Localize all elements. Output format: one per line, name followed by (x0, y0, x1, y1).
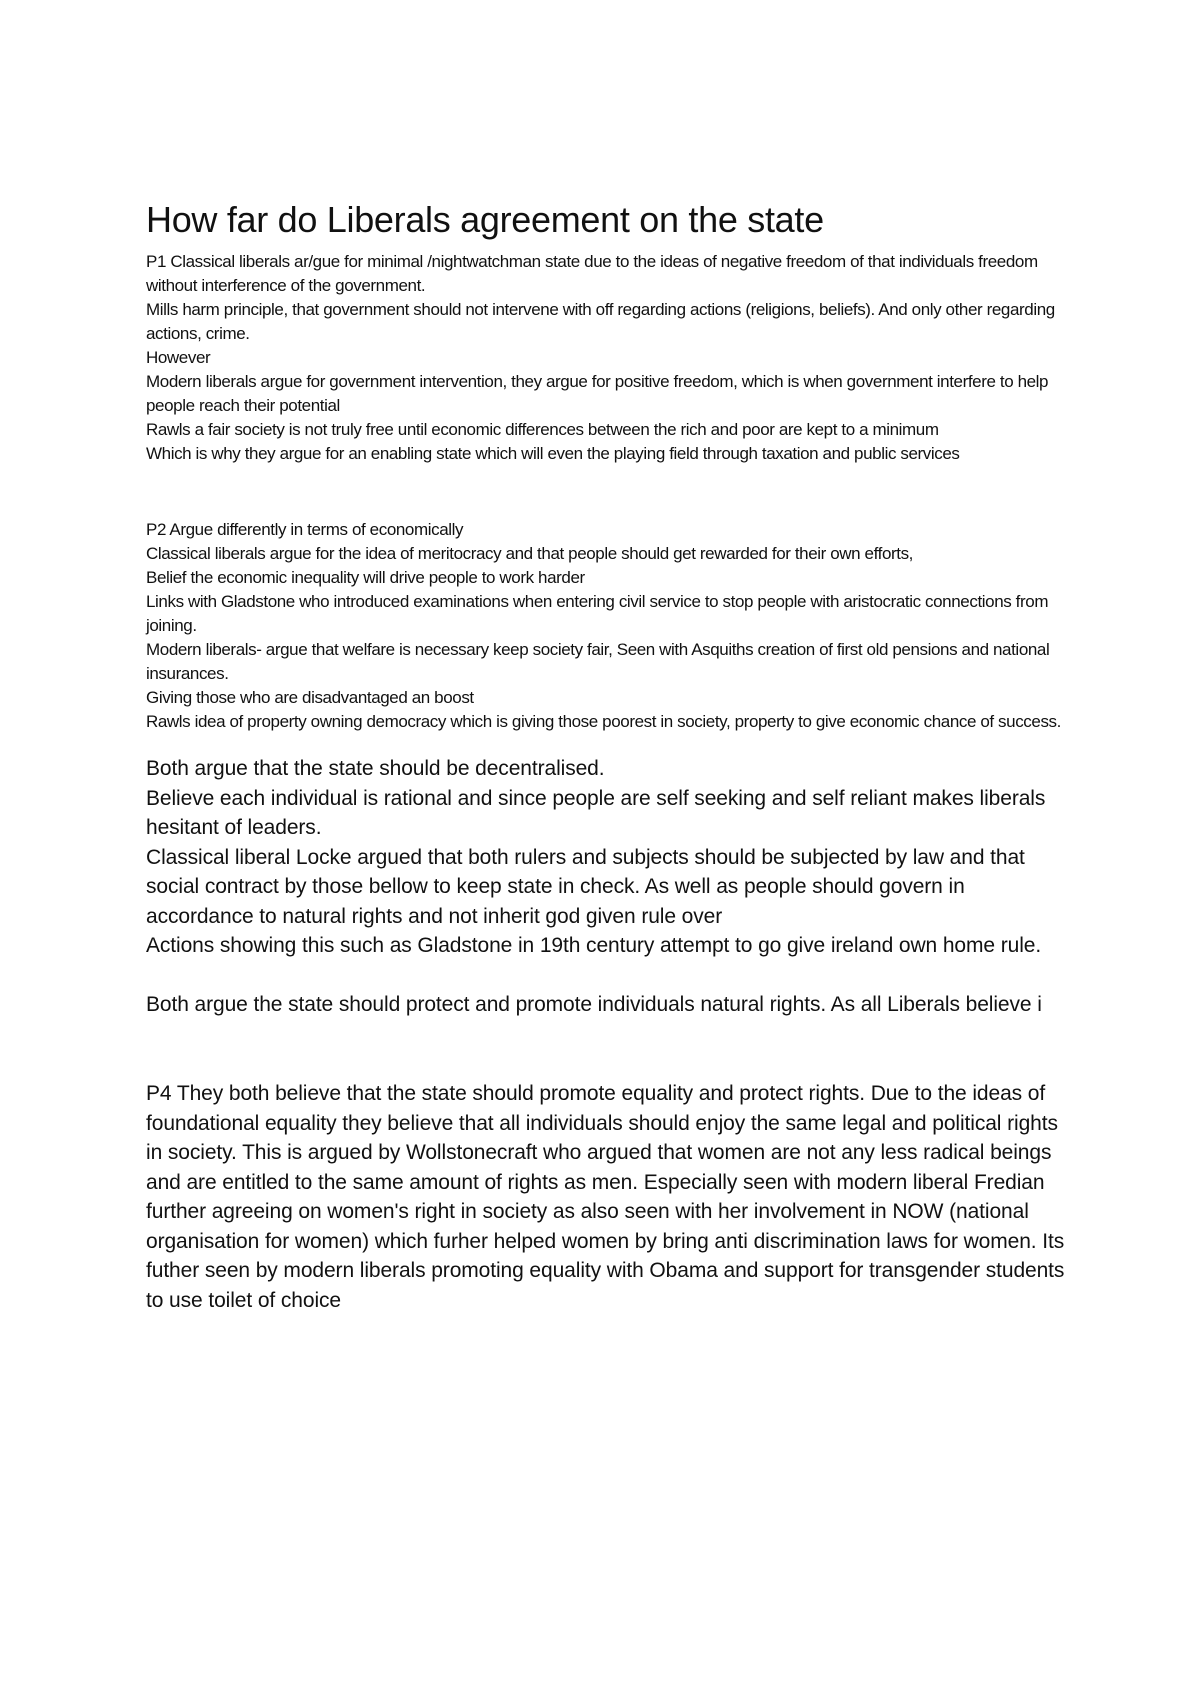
paragraph: Classical liberals argue for the idea of meritocracy and that people should get rewarded for their own efforts, (146, 544, 914, 563)
paragraph: P1 Classical liberals ar/gue for minimal /nightwatchman state due to the ideas of negative freedom of that individuals freedom without interference of the government. (146, 252, 1038, 295)
spacer (146, 734, 1076, 754)
paragraph: Classical liberal Locke argued that both rulers and subjects should be subjected by law and that social contract by those bellow to keep state in check. As well as people should govern in accordance to natural rights and not inherit god given rule over (146, 845, 1025, 928)
paragraph: P2 Argue differently in terms of economically (146, 520, 464, 539)
paragraph: P4 They both believe that the state should promote equality and protect rights. Due to the ideas of foundational equality they believe that all individuals should enjoy the same legal and political rights in society. This is argued by Wollstonecraft who argued that women are not any less radical beings and are entitled to the same amount of rights as men. Especially seen with modern liberal Fredian further agreeing on women's right in society as also seen with her involvement in NOW (national organisation for women) which furher helped women by bring anti discrimination laws for women. Its futher seen by modern liberals promoting equality with Obama and support for transgender students to use toilet of choice (146, 1082, 1065, 1312)
paragraph: Which is why they argue for an enabling state which will even the playing field through taxation and public services (146, 444, 960, 463)
spacer (146, 961, 1076, 990)
paragraph: Modern liberals argue for government intervention, they argue for positive freedom, which is when government interfere to help people reach their potential (146, 372, 1049, 415)
spacer (146, 466, 1076, 518)
paragraph: Actions showing this such as Gladstone in 19th century attempt to go give ireland own home rule. (146, 934, 1042, 957)
paragraph: However (146, 348, 211, 367)
paragraph: Belief the economic inequality will drive people to work harder (146, 568, 585, 587)
section-p2 (146, 518, 1076, 734)
paragraph: Modern liberals- argue that welfare is necessary keep society fair, Seen with Asquiths creation of first old pensions and national insurances. (146, 640, 1050, 683)
paragraph: Giving those who are disadvantaged an boost (146, 688, 474, 707)
paragraph: Both argue that the state should be decentralised. (146, 757, 605, 780)
paragraph: Both argue the state should protect and promote individuals natural rights. As all Liberals believe i (146, 992, 1042, 1016)
section-p4 (146, 1079, 1076, 1315)
paragraph: Links with Gladstone who introduced examinations when entering civil service to stop people with aristocratic connections from joining. (146, 592, 1049, 635)
paragraph: Mills harm principle, that government should not intervene with off regarding actions (religions, beliefs). And only other regarding actions, crime. (146, 300, 1055, 343)
spacer (146, 1019, 1076, 1079)
document-body (146, 198, 1076, 1315)
document-title: How far do Liberals agreement on the state (146, 199, 824, 240)
paragraph: Believe each individual is rational and since people are self seeking and self reliant makes liberals hesitant of leaders. (146, 786, 1046, 839)
paragraph: Rawls idea of property owning democracy which is giving those poorest in society, property to give economic chance of success. (146, 712, 1061, 731)
section-p3b (146, 990, 1076, 1020)
section-p3 (146, 754, 1076, 961)
paragraph: Rawls a fair society is not truly free until economic differences between the rich and poor are kept to a minimum (146, 420, 939, 439)
section-p1 (146, 250, 1076, 466)
